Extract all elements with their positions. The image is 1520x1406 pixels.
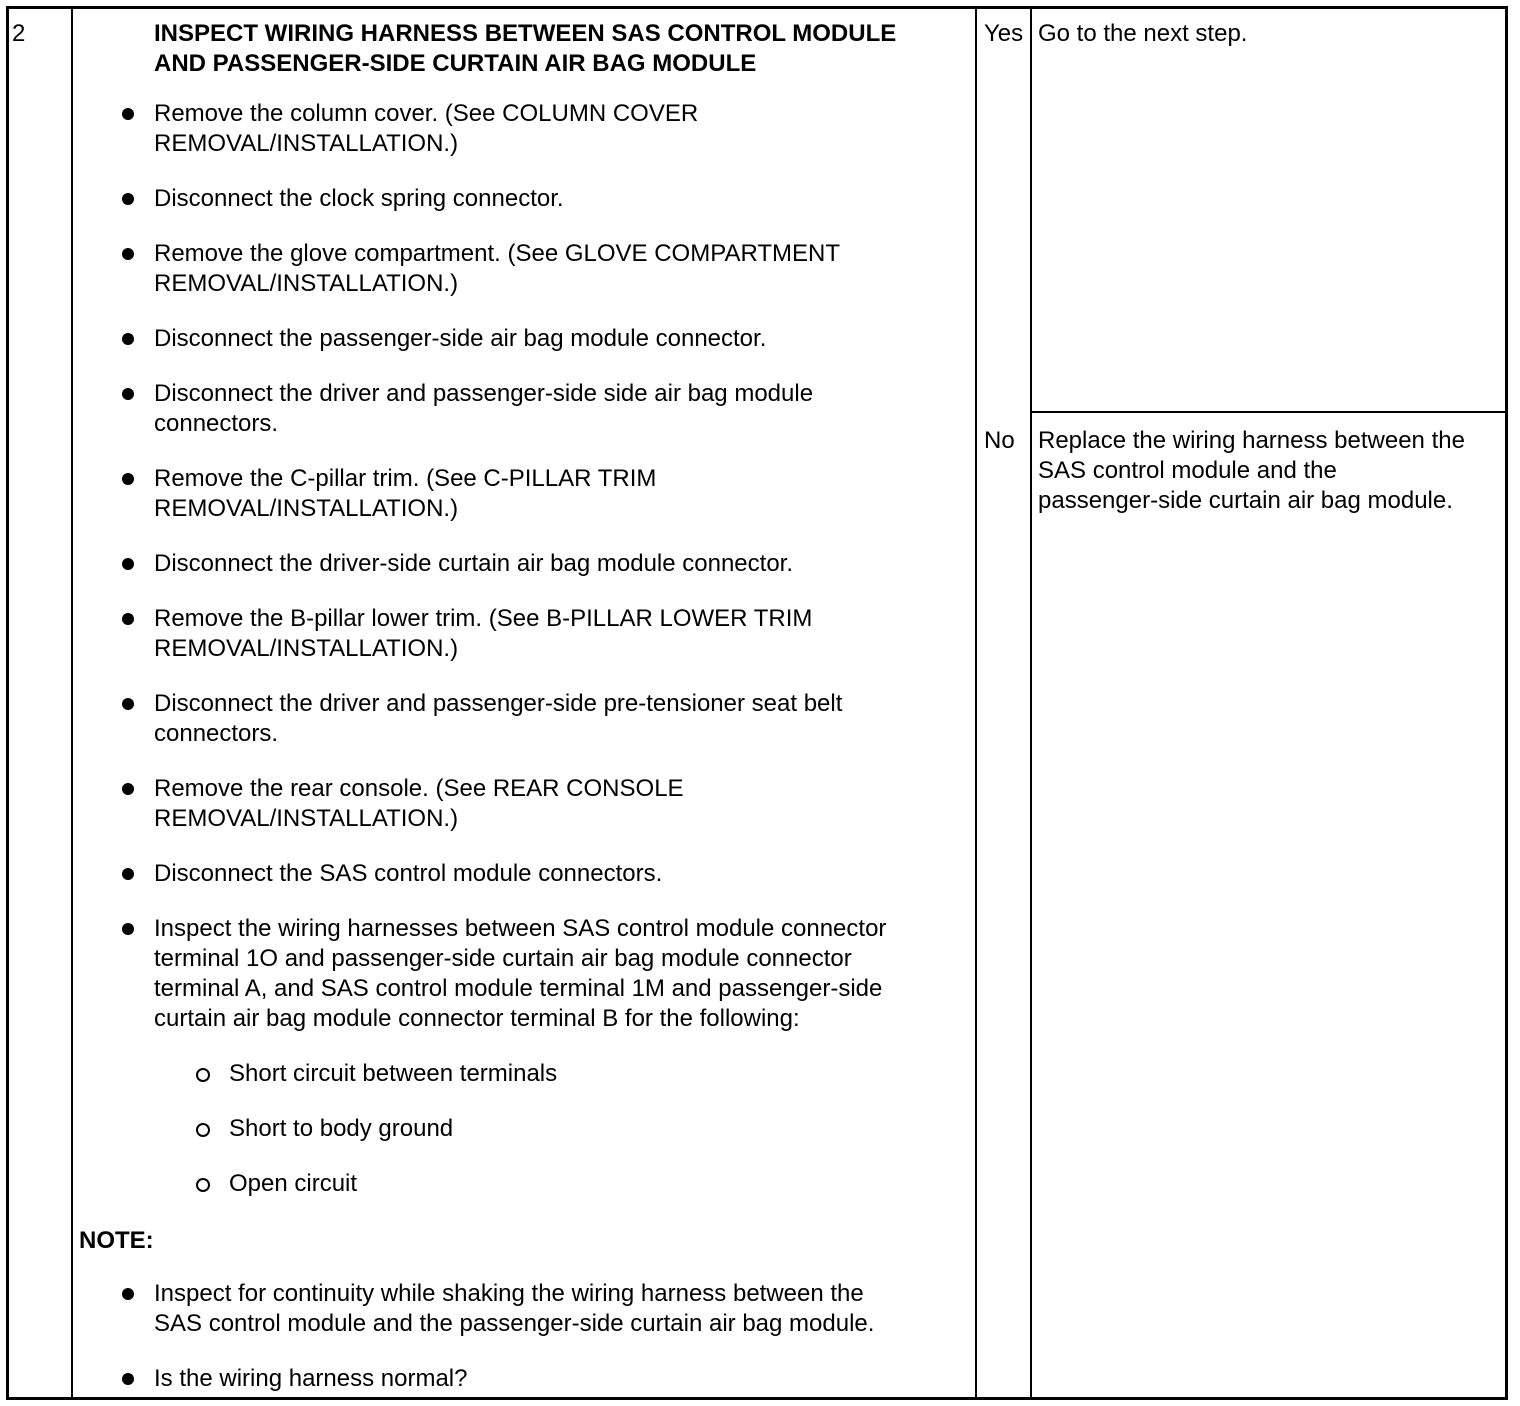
heading-line: AND PASSENGER-SIDE CURTAIN AIR BAG MODULE — [154, 50, 757, 77]
note-item — [154, 1279, 874, 1339]
list-item-line: REMOVAL/INSTALLATION.) — [154, 270, 459, 297]
column-divider — [975, 9, 977, 1397]
note-label: NOTE: — [79, 1227, 154, 1254]
bullet-icon — [122, 923, 134, 935]
bullet-icon — [122, 1288, 134, 1300]
no-action-line: Replace the wiring harness between the — [1038, 427, 1465, 454]
bullet-icon — [122, 193, 134, 205]
procedure-table — [6, 6, 1508, 1400]
bullet-icon — [122, 388, 134, 400]
list-item-line: terminal 1O and passenger-side curtain air bag module connector — [154, 945, 852, 972]
bullet-icon — [122, 868, 134, 880]
no-label: No — [984, 427, 1015, 454]
note-item-line: Inspect for continuity while shaking the wiring harness between the — [154, 1280, 864, 1307]
list-item-line: REMOVAL/INSTALLATION.) — [154, 805, 459, 832]
row-divider — [1030, 411, 1505, 413]
list-item-line: REMOVAL/INSTALLATION.) — [154, 130, 459, 157]
list-item — [154, 604, 812, 664]
list-item — [154, 239, 840, 299]
list-item-line: Disconnect the driver and passenger-side pre-tensioner seat belt — [154, 690, 843, 717]
no-action — [1038, 426, 1465, 516]
list-item-line: Remove the glove compartment. (See GLOVE COMPARTMENT — [154, 240, 841, 267]
list-item-line: Remove the C-pillar trim. (See C-PILLAR TRIM — [154, 465, 657, 492]
bullet-icon — [122, 333, 134, 345]
list-item-line: Remove the rear console. (See REAR CONSOLE — [154, 775, 684, 802]
list-item-line: curtain air bag module connector terminal B for the following: — [154, 1005, 800, 1032]
bullet-icon — [122, 558, 134, 570]
list-item — [154, 549, 793, 579]
list-item — [154, 379, 813, 439]
list-item-line: Disconnect the driver-side curtain air bag module connector. — [154, 550, 793, 577]
bullet-icon — [122, 783, 134, 795]
step-number: 2 — [12, 20, 26, 47]
list-item-line: REMOVAL/INSTALLATION.) — [154, 495, 459, 522]
list-item — [154, 184, 564, 214]
yes-action: Go to the next step. — [1038, 20, 1248, 47]
list-item — [154, 324, 766, 354]
list-item-line: connectors. — [154, 720, 279, 747]
list-item — [154, 99, 698, 159]
bullet-icon — [122, 613, 134, 625]
bullet-icon — [122, 1373, 134, 1385]
yes-label: Yes — [984, 20, 1024, 47]
list-item-line: connectors. — [154, 410, 279, 437]
list-item-line: terminal A, and SAS control module terminal 1M and passenger-side — [154, 975, 883, 1002]
step-heading — [154, 19, 896, 79]
list-item — [154, 464, 656, 524]
bullet-icon — [122, 248, 134, 260]
list-item — [154, 914, 886, 1034]
list-item-line: Disconnect the clock spring connector. — [154, 185, 564, 212]
heading-line: INSPECT WIRING HARNESS BETWEEN SAS CONTROL MODULE — [154, 20, 897, 47]
list-item-line: Disconnect the SAS control module connectors. — [154, 860, 663, 887]
sub-list-item: Short to body ground — [229, 1115, 454, 1142]
list-item-line: Disconnect the driver and passenger-side side air bag module — [154, 380, 814, 407]
list-item-line: REMOVAL/INSTALLATION.) — [154, 635, 459, 662]
list-item-line: Remove the column cover. (See COLUMN COVER — [154, 100, 699, 127]
note-item-line: SAS control module and the passenger-side curtain air bag module. — [154, 1310, 875, 1337]
list-item — [154, 689, 842, 749]
no-action-line: passenger-side curtain air bag module. — [1038, 487, 1453, 514]
bullet-icon — [122, 108, 134, 120]
list-item-line: Inspect the wiring harnesses between SAS control module connector — [154, 915, 887, 942]
note-item-line: Is the wiring harness normal? — [154, 1365, 468, 1392]
no-action-line: SAS control module and the — [1038, 457, 1337, 484]
list-item-line: Disconnect the passenger-side air bag module connector. — [154, 325, 767, 352]
column-divider — [71, 9, 73, 1397]
circle-bullet-icon — [196, 1123, 210, 1137]
sub-list-item: Open circuit — [229, 1170, 358, 1197]
bullet-icon — [122, 473, 134, 485]
bullet-icon — [122, 698, 134, 710]
column-divider — [1030, 9, 1032, 1397]
note-item — [154, 1364, 467, 1394]
list-item — [154, 774, 684, 834]
circle-bullet-icon — [196, 1178, 210, 1192]
list-item — [154, 859, 662, 889]
sub-list-item: Short circuit between terminals — [229, 1060, 558, 1087]
circle-bullet-icon — [196, 1068, 210, 1082]
list-item-line: Remove the B-pillar lower trim. (See B-PILLAR LOWER TRIM — [154, 605, 813, 632]
